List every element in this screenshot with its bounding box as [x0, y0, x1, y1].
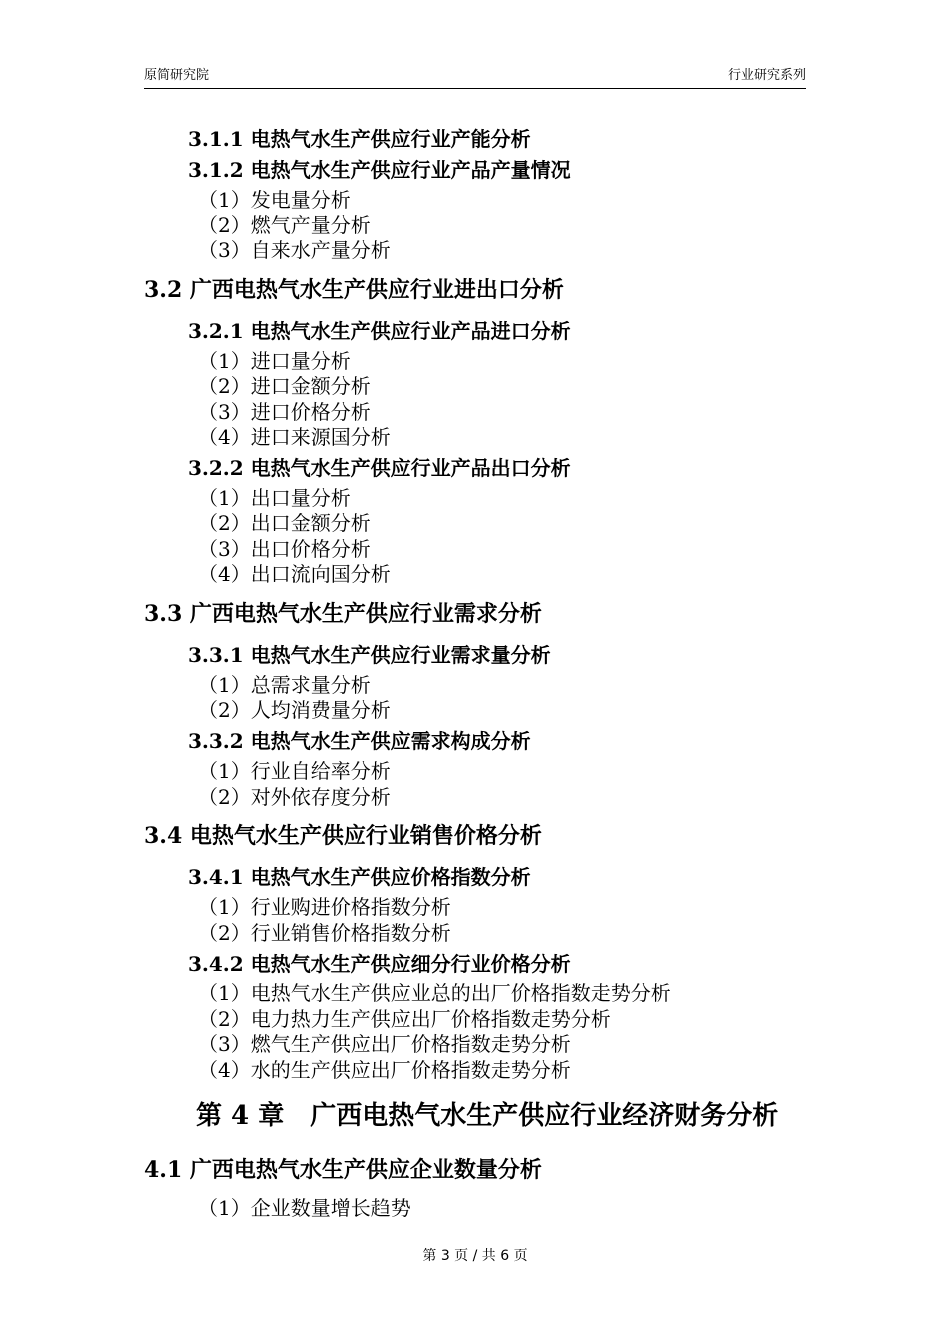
toc-heading-3-2-1: 3.2.1 电热气水生产供应行业产品进口分析 [188, 319, 571, 343]
toc-item: （4）出口流向国分析 [198, 562, 391, 586]
toc-item: （2）电力热力生产供应出厂价格指数走势分析 [198, 1007, 611, 1031]
toc-item: （2）出口金额分析 [198, 511, 371, 535]
page-header-right: 行业研究系列 [727, 68, 806, 83]
toc-item: （1）出口量分析 [198, 486, 351, 510]
toc-item: （1）企业数量增长趋势 [198, 1196, 411, 1220]
toc-item: （4）水的生产供应出厂价格指数走势分析 [198, 1058, 571, 1082]
toc-item: （2）对外依存度分析 [198, 785, 391, 809]
toc-item: （3）进口价格分析 [198, 400, 371, 424]
toc-item: （2）进口金额分析 [198, 374, 371, 398]
toc-heading-3-1-2: 3.1.2 电热气水生产供应行业产品产量情况 [188, 158, 571, 182]
toc-item: （4）进口来源国分析 [198, 425, 391, 449]
toc-heading-3-4: 3.4 电热气水生产供应行业销售价格分析 [144, 823, 542, 849]
toc-item: （3）燃气生产供应出厂价格指数走势分析 [198, 1032, 571, 1056]
toc-item: （1）发电量分析 [198, 188, 351, 212]
toc-chapter-4: 第 4 章 广西电热气水生产供应行业经济财务分析 [196, 1101, 779, 1131]
toc-heading-4-1: 4.1 广西电热气水生产供应企业数量分析 [144, 1157, 542, 1183]
page-footer: 第 3 页 / 共 6 页 [422, 1248, 528, 1264]
toc-item: （1）总需求量分析 [198, 673, 371, 697]
toc-item: （1）行业购进价格指数分析 [198, 895, 451, 919]
toc-heading-3-2-2: 3.2.2 电热气水生产供应行业产品出口分析 [188, 456, 571, 480]
toc-heading-3-4-1: 3.4.1 电热气水生产供应价格指数分析 [188, 865, 531, 889]
header-rule [144, 88, 806, 89]
toc-item: （2）燃气产量分析 [198, 213, 371, 237]
toc-item: （1）行业自给率分析 [198, 759, 391, 783]
toc-item: （1）电热气水生产供应业总的出厂价格指数走势分析 [198, 981, 671, 1005]
page-header-left: 原简研究院 [144, 68, 210, 83]
toc-heading-3-4-2: 3.4.2 电热气水生产供应细分行业价格分析 [188, 952, 571, 976]
toc-item: （3）出口价格分析 [198, 537, 371, 561]
toc-heading-3-1-1: 3.1.1 电热气水生产供应行业产能分析 [188, 127, 531, 151]
toc-heading-3-3-1: 3.3.1 电热气水生产供应行业需求量分析 [188, 643, 551, 667]
toc-heading-3-3-2: 3.3.2 电热气水生产供应需求构成分析 [188, 729, 531, 753]
toc-heading-3-3: 3.3 广西电热气水生产供应行业需求分析 [144, 601, 542, 627]
toc-heading-3-2: 3.2 广西电热气水生产供应行业进出口分析 [144, 277, 564, 303]
toc-item: （1）进口量分析 [198, 349, 351, 373]
toc-item: （2）行业销售价格指数分析 [198, 921, 451, 945]
toc-item: （3）自来水产量分析 [198, 238, 391, 262]
toc-item: （2）人均消费量分析 [198, 698, 391, 722]
